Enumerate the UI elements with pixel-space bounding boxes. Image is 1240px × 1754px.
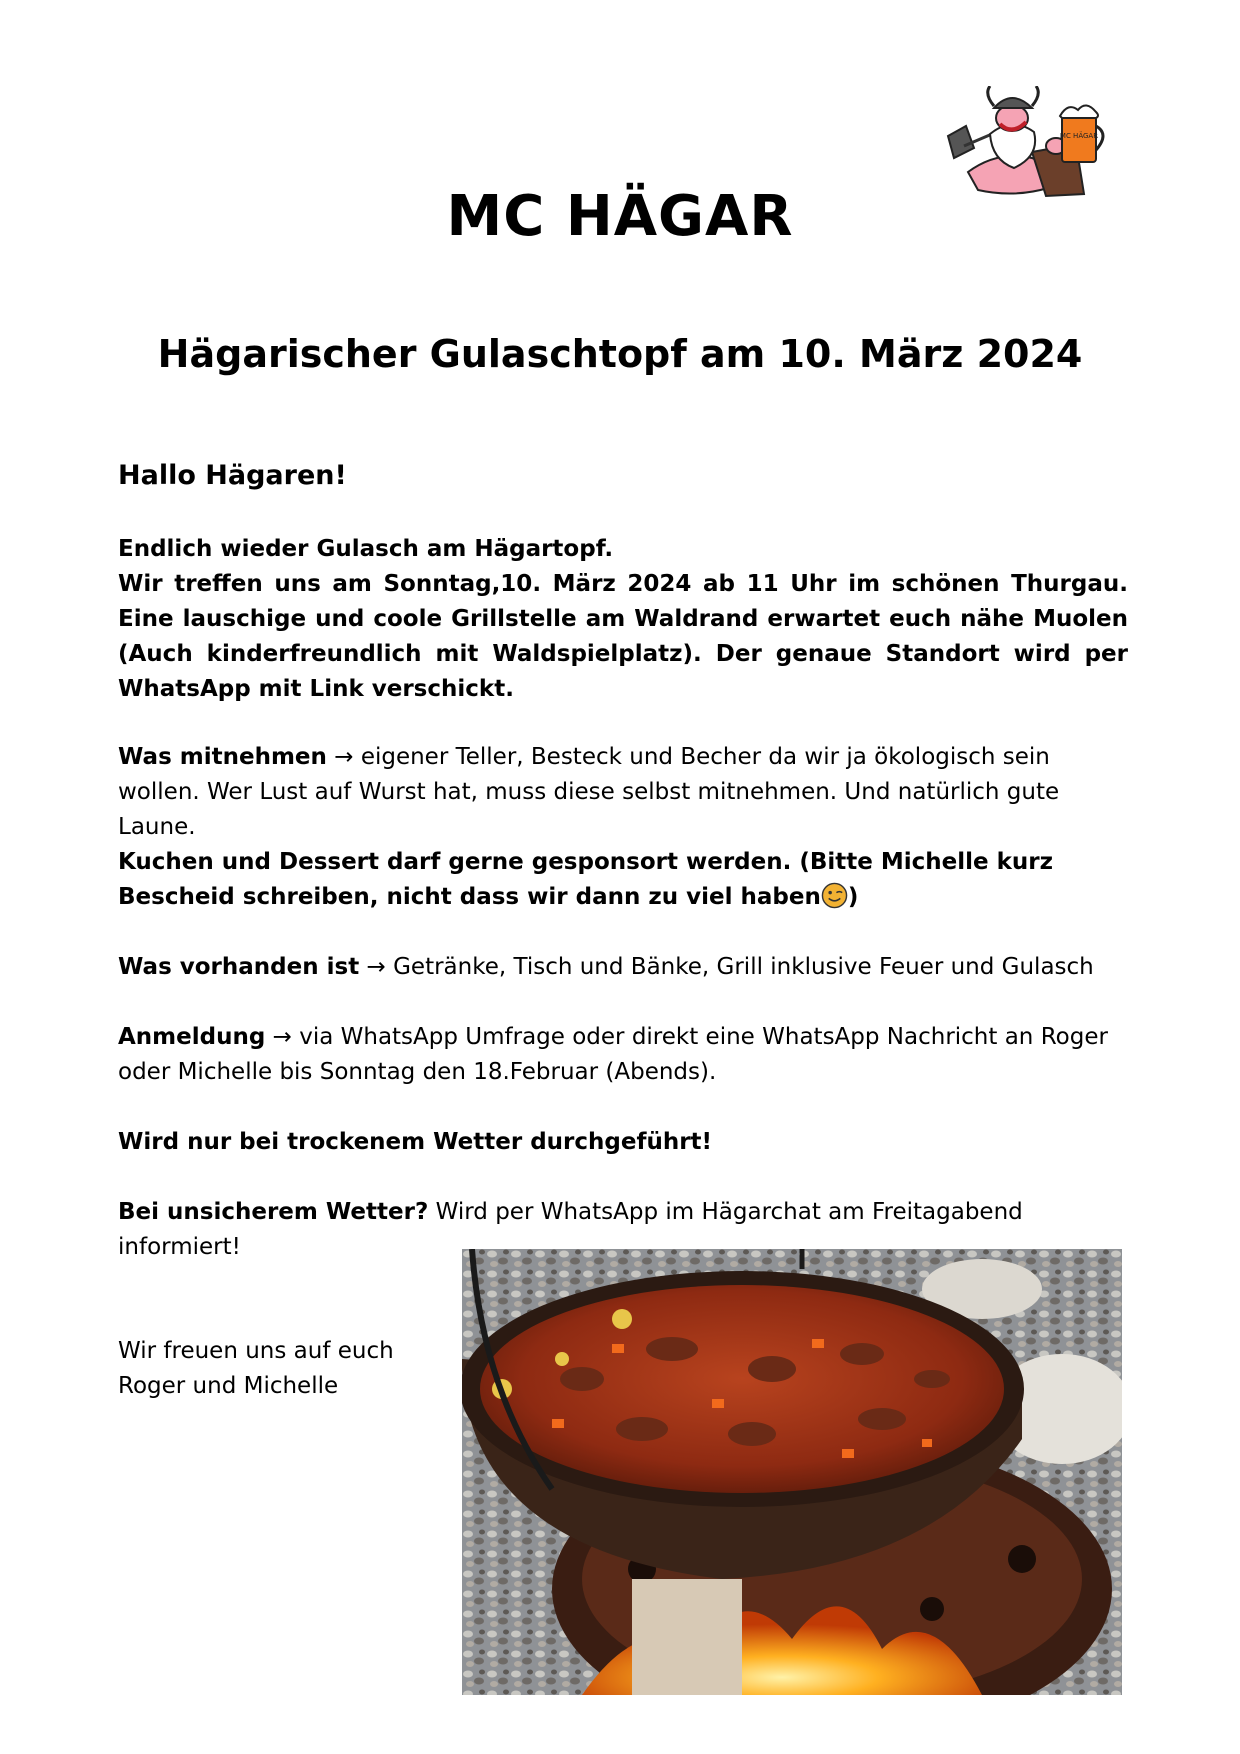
- goulash-cauldron-photo: [462, 1249, 1122, 1695]
- arrow-right-icon: →: [366, 954, 386, 980]
- sponsor-close: ): [847, 884, 859, 910]
- page-title: MC HÄGAR: [446, 184, 794, 249]
- anmeldung-label: Anmeldung: [118, 1024, 266, 1050]
- unsicher-text: Wird per WhatsApp im Hägarchat am Freitagabend informiert!: [118, 1199, 1023, 1260]
- intro-paragraph: [118, 532, 1128, 707]
- closing-signature: Roger und Michelle: [118, 1373, 339, 1399]
- closing-line-1: Wir freuen uns auf euch: [118, 1338, 394, 1364]
- mitnehmen-text: eigener Teller, Besteck und Becher da wir ja ökologisch sein wollen. Wer Lust auf Wurst hat, muss diese selbst mitnehmen. Und natürlich gute Laune.: [118, 744, 1060, 840]
- closing: [118, 1334, 448, 1404]
- vorhanden-label: Was vorhanden ist: [118, 954, 360, 980]
- sponsor-text: Kuchen und Dessert darf gerne gesponsort werden. (Bitte Michelle kurz Bescheid schreiben, nicht dass wir dann zu viel haben: [118, 849, 1054, 910]
- vorhanden-section: [118, 950, 1128, 985]
- event-subtitle: Hägarischer Gulaschtopf am 10. März 2024: [157, 332, 1083, 376]
- dry-weather-notice: Wird nur bei trockenem Wetter durchgeführt!: [118, 1129, 713, 1155]
- mitnehmen-section: [118, 740, 1128, 915]
- intro-line-1: Endlich wieder Gulasch am Hägartopf.: [118, 536, 614, 562]
- winking-smiley-icon: [821, 882, 848, 909]
- arrow-right-icon: →: [334, 744, 354, 770]
- vorhanden-text: Getränke, Tisch und Bänke, Grill inklusive Feuer und Gulasch: [393, 954, 1094, 980]
- greeting: Hallo Hägaren!: [118, 460, 347, 491]
- arrow-right-icon: →: [272, 1024, 292, 1050]
- anmeldung-text: via WhatsApp Umfrage oder direkt eine WhatsApp Nachricht an Roger oder Michelle bis Sonntag den 18.Februar (Abends).: [118, 1024, 1108, 1085]
- anmeldung-section: [118, 1020, 1128, 1090]
- unsicher-label: Bei unsicherem Wetter?: [118, 1199, 429, 1225]
- logo-text: MC HÄGAR: [1059, 132, 1099, 140]
- mitnehmen-label: Was mitnehmen: [118, 744, 327, 770]
- intro-text: Wir treffen uns am Sonntag,10. März 2024 ab 11 Uhr im schönen Thurgau. Eine lauschige und coole Grillstelle am Waldrand erwartet euch nähe Muolen (Auch kinderfreundlich mit Waldspielplatz). Der genaue Standort wird per WhatsApp mit Link verschickt.: [118, 571, 1128, 702]
